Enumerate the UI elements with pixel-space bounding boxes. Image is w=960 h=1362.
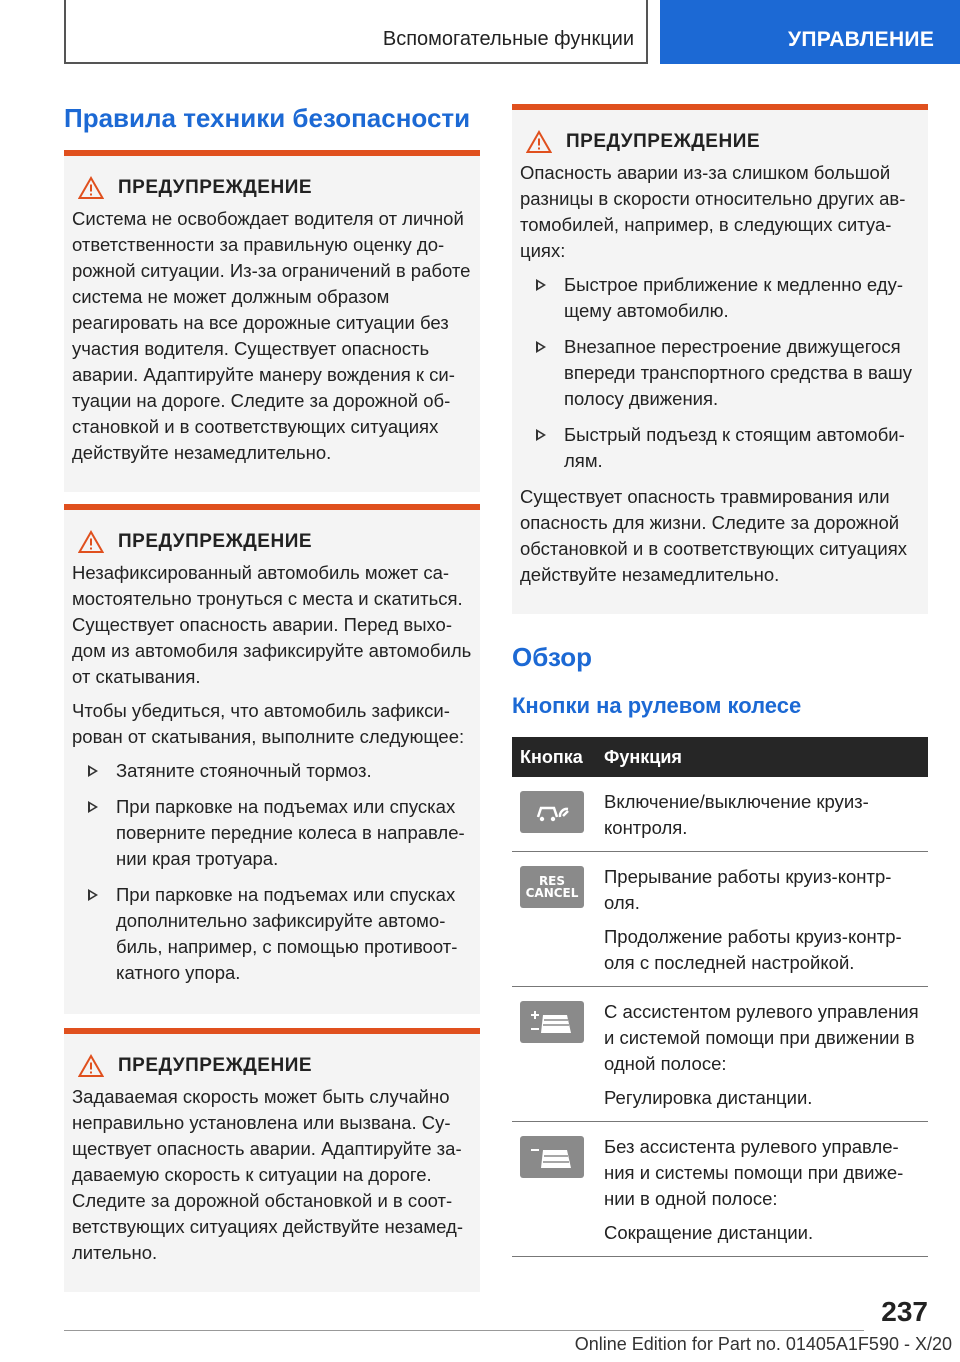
- header-section-box: [64, 0, 648, 64]
- right-column: [512, 104, 928, 1257]
- table-row: [512, 852, 928, 987]
- warning-icon: [78, 1054, 104, 1078]
- cruise-control-icon: [520, 791, 584, 833]
- list-item: Быстрое приближение к медленно едущему автомобилю.: [520, 272, 920, 324]
- warning-icon: [78, 176, 104, 200]
- subsection-heading: Кнопки на рулевом колесе: [512, 693, 802, 718]
- warning-box: [512, 104, 928, 614]
- warning-text: Существует опасность травмирования или опасность для жизни. Следите за дорожной обстановкой и в соответствующих ситуациях действуйте незамедлительно.: [520, 486, 907, 585]
- header-section-title: Вспомогательные функции: [382, 28, 634, 50]
- table-row: [512, 1122, 928, 1257]
- bullet-triangle-icon: [88, 765, 98, 777]
- table-row: [512, 987, 928, 1122]
- warning-icon: [526, 130, 552, 154]
- footer-divider: [64, 1330, 864, 1331]
- page-number: 237: [881, 1296, 928, 1327]
- warning-label: ПРЕДУПРЕЖДЕНИЕ: [118, 531, 313, 552]
- header-chapter-tab: [660, 0, 960, 64]
- bullet-list: [72, 758, 472, 986]
- warning-text: Задаваемая скорость может быть случайно неправильно установлена или вызвана. Существует опасность аварии. Адаптируйте задаваемую скорость к ситуации на дороге. Следите за дорожной обстановкой и в соответствующих ситуациях действуйте незамедлительно.: [72, 1086, 463, 1263]
- bullet-triangle-icon: [536, 279, 546, 291]
- function-text: Прерывание работы круиз-контроля.: [604, 866, 892, 913]
- table-header-row: [512, 737, 928, 777]
- bullet-triangle-icon: [536, 341, 546, 353]
- list-item: Быстрый подъезд к стоящим автомобилям.: [520, 422, 920, 474]
- function-text: Продолжение работы круиз-контроля с последней настройкой.: [604, 926, 902, 973]
- bullet-list: [520, 272, 920, 474]
- warning-text: Опасность аварии из-за слишком большой разницы в скорости относительно других автомобилей, например, в следующих ситуациях:: [520, 162, 906, 261]
- warning-text: Незафиксированный автомобиль может самостоятельно тронуться с места и скатиться. Существует опасность аварии. Перед выходом из автомобиля зафиксируйте автомобиль от скатывания.: [72, 562, 472, 687]
- warning-box: [64, 150, 480, 492]
- function-text: Сокращение дистанции.: [604, 1222, 814, 1243]
- list-item: Затяните стояночный тормоз.: [72, 758, 472, 784]
- function-text: Регулировка дистанции.: [604, 1087, 813, 1108]
- warning-text: Чтобы убедиться, что автомобиль зафиксирован от скатывания, выполните следующее:: [72, 700, 465, 747]
- footer-edition-text: Online Edition for Part no. 01405A1F590 - X/20: [574, 1334, 952, 1354]
- warning-label: ПРЕДУПРЕЖДЕНИЕ: [566, 131, 761, 152]
- function-text: Без ассистента рулевого управления и системы помощи при движении в одной полосе:: [604, 1136, 904, 1209]
- list-item: При парковке на подъемах или спусках поверните передние колеса в направлении края тротуара.: [72, 794, 472, 872]
- section-title: Правила техники безопасности: [64, 103, 471, 133]
- column-header-button: Кнопка: [512, 737, 596, 777]
- column-header-function: Функция: [596, 737, 928, 777]
- list-item: Внезапное перестроение движущегося впереди транспортного средства в вашу полосу движения.: [520, 334, 920, 412]
- warning-box: [64, 504, 480, 1014]
- function-text: Включение/выключение круиз-контроля.: [604, 791, 869, 838]
- buttons-table: [512, 737, 928, 1257]
- warning-icon: [78, 530, 104, 554]
- warning-label: ПРЕДУПРЕЖДЕНИЕ: [118, 1055, 313, 1076]
- header-chapter-title: УПРАВЛЕНИЕ: [788, 28, 935, 51]
- table-row: [512, 777, 928, 852]
- left-column: [64, 96, 480, 1292]
- bullet-triangle-icon: [88, 889, 98, 901]
- function-text: С ассистентом рулевого управления и системой помощи при движении в одной полосе:: [604, 1001, 919, 1074]
- warning-text: Система не освобождает водителя от личной ответственности за правильную оценку дорожной ситуации. Из-за ограничений в работе система не может должным образом реагировать на все дорожные ситуации без участия водителя. Существует опасность аварии. Адаптируйте манеру вождения к ситуации на дороге. Следите за дорожной обстановкой и в соответствующих ситуациях действуйте незамедлительно.: [72, 208, 471, 463]
- distance-lane-assist-icon: [520, 1001, 584, 1043]
- distance-decrease-icon: [520, 1136, 584, 1178]
- bullet-triangle-icon: [536, 429, 546, 441]
- warning-label: ПРЕДУПРЕЖДЕНИЕ: [118, 177, 313, 198]
- bullet-triangle-icon: [88, 801, 98, 813]
- warning-box: [64, 1028, 480, 1292]
- list-item: При парковке на подъемах или спусках дополнительно зафиксируйте автомобиль, например, с помощью противооткатного упора.: [72, 882, 472, 986]
- res-cancel-icon: RES CANCEL: [520, 866, 584, 908]
- overview-heading: Обзор: [512, 642, 592, 672]
